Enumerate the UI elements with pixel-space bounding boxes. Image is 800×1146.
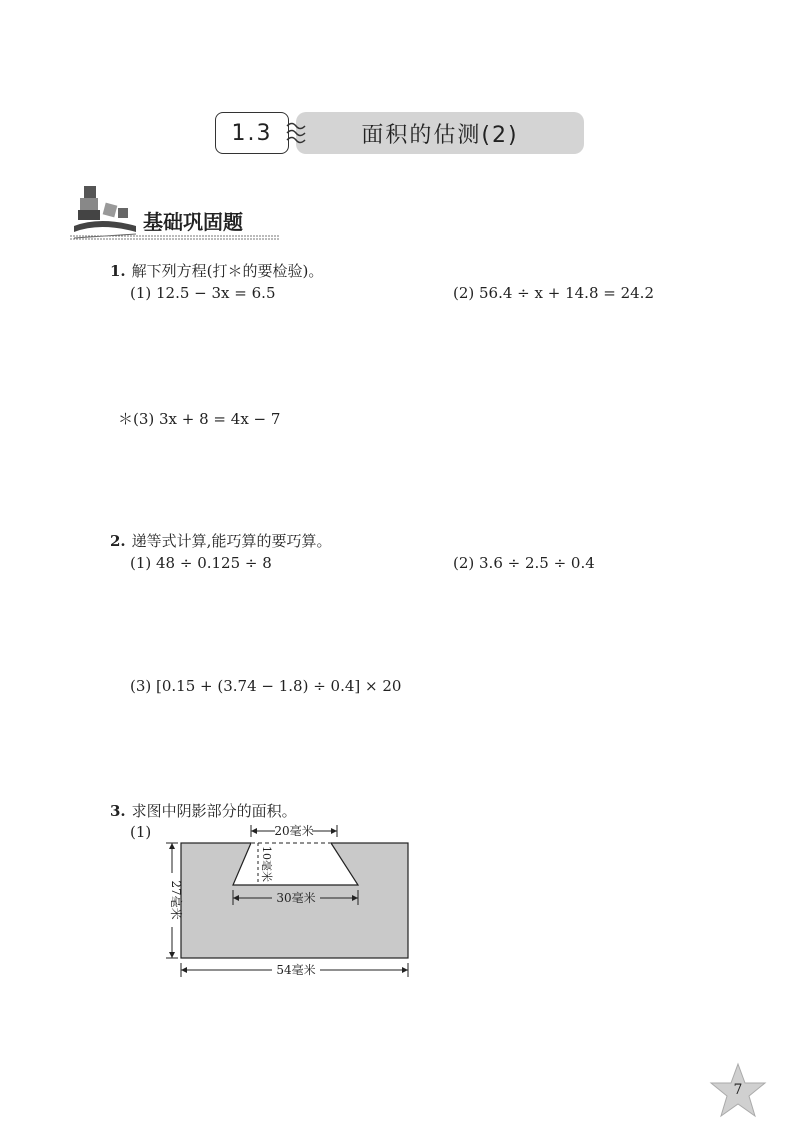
rect-height-label: 27毫米 [169, 880, 183, 920]
question-number: 1. [110, 262, 126, 280]
heading-underline [70, 234, 280, 244]
question-1-item-3: ＊(3) 3x + 8 = 4x − 7 [118, 410, 281, 428]
question-text: 递等式计算,能巧算的要巧算。 [131, 532, 332, 550]
question-1-item-1: (1) 12.5 − 3x = 6.5 [130, 284, 276, 302]
top-width-label: 20毫米 [274, 824, 314, 838]
question-number: 3. [110, 802, 126, 820]
question-2-item-1: (1) 48 ÷ 0.125 ÷ 8 [130, 554, 272, 572]
section-title: 面积的估测(2) [296, 112, 584, 154]
question-2 [110, 530, 331, 551]
rect-width-label: 54毫米 [276, 963, 316, 977]
question-text: 解下列方程(打＊的要检验)。 [131, 262, 324, 280]
wave-decoration-icon [284, 118, 308, 148]
question-3-item-1: (1) [130, 823, 152, 841]
page-number: 7 [733, 1082, 743, 1098]
category-title: 基础巩固题 [143, 210, 243, 234]
question-2-item-2: (2) 3.6 ÷ 2.5 ÷ 0.4 [453, 554, 595, 572]
question-2-item-3: (3) [0.15 + (3.74 − 1.8) ÷ 0.4] × 20 [130, 677, 402, 695]
bottom-width-label: 30毫米 [276, 891, 316, 905]
question-text: 求图中阴影部分的面积。 [131, 802, 297, 820]
question-1-item-2: (2) 56.4 ÷ x + 14.8 = 24.2 [453, 284, 654, 302]
question-1 [110, 260, 323, 281]
section-number: 1.3 [215, 112, 289, 154]
trapezoid-height-label: 10毫米 [260, 846, 273, 882]
question-number: 2. [110, 532, 126, 550]
shaded-area-figure [150, 815, 430, 985]
